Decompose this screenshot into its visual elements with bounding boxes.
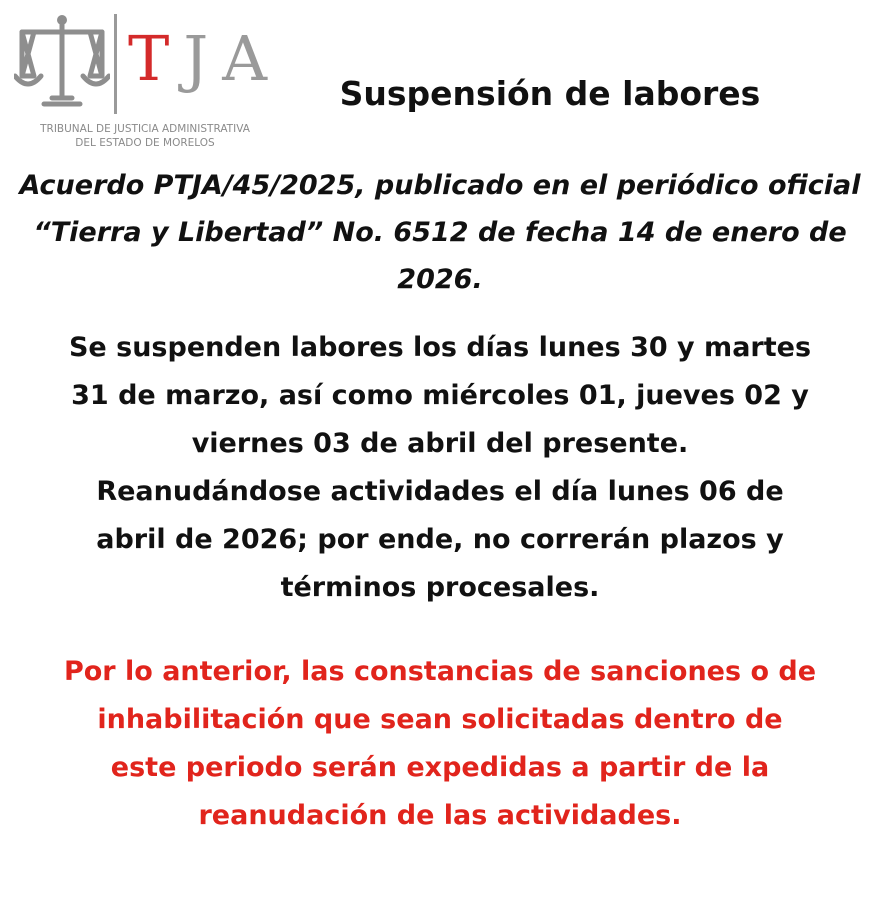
logo-caption xyxy=(10,122,280,150)
suspension-line: 31 de marzo, así como miércoles 01, jueves 02 y xyxy=(71,380,809,411)
suspension-line: abril de 2026; por ende, no correrán plazos y xyxy=(96,524,784,555)
notice-line: reanudación de las actividades. xyxy=(198,800,682,831)
notice-line: inhabilitación que sean solicitadas dentro de xyxy=(97,704,783,735)
suspension-line: Se suspenden labores los días lunes 30 y martes xyxy=(68,332,812,363)
scales-of-justice-icon xyxy=(14,12,110,112)
logo-divider xyxy=(114,14,117,114)
suspension-line: Reanudándose actividades el día lunes 06 de xyxy=(96,476,784,507)
logo-letters: TJA xyxy=(128,22,281,95)
page-title: Suspensión de labores xyxy=(339,74,761,113)
notice-line: este periodo serán expedidas a partir de la xyxy=(110,752,770,783)
tja-logo xyxy=(10,10,280,160)
suspension-line: viernes 03 de abril del presente. xyxy=(191,428,689,459)
suspension-line: términos procesales. xyxy=(280,572,600,603)
notice-line: Por lo anterior, las constancias de sanciones o de xyxy=(63,656,817,687)
agreement-text: Acuerdo PTJA/45/2025, publicado en el periódico oficial “Tierra y Libertad” No. 6512 de fecha 14 de enero de 2026. xyxy=(19,170,861,295)
logo-caption-line-1: TRIBUNAL DE JUSTICIA ADMINISTRATIVA xyxy=(40,123,250,135)
suspension-paragraph xyxy=(14,324,866,612)
notice-paragraph xyxy=(14,648,866,840)
logo-caption-line-2: DEL ESTADO DE MORELOS xyxy=(75,137,215,149)
